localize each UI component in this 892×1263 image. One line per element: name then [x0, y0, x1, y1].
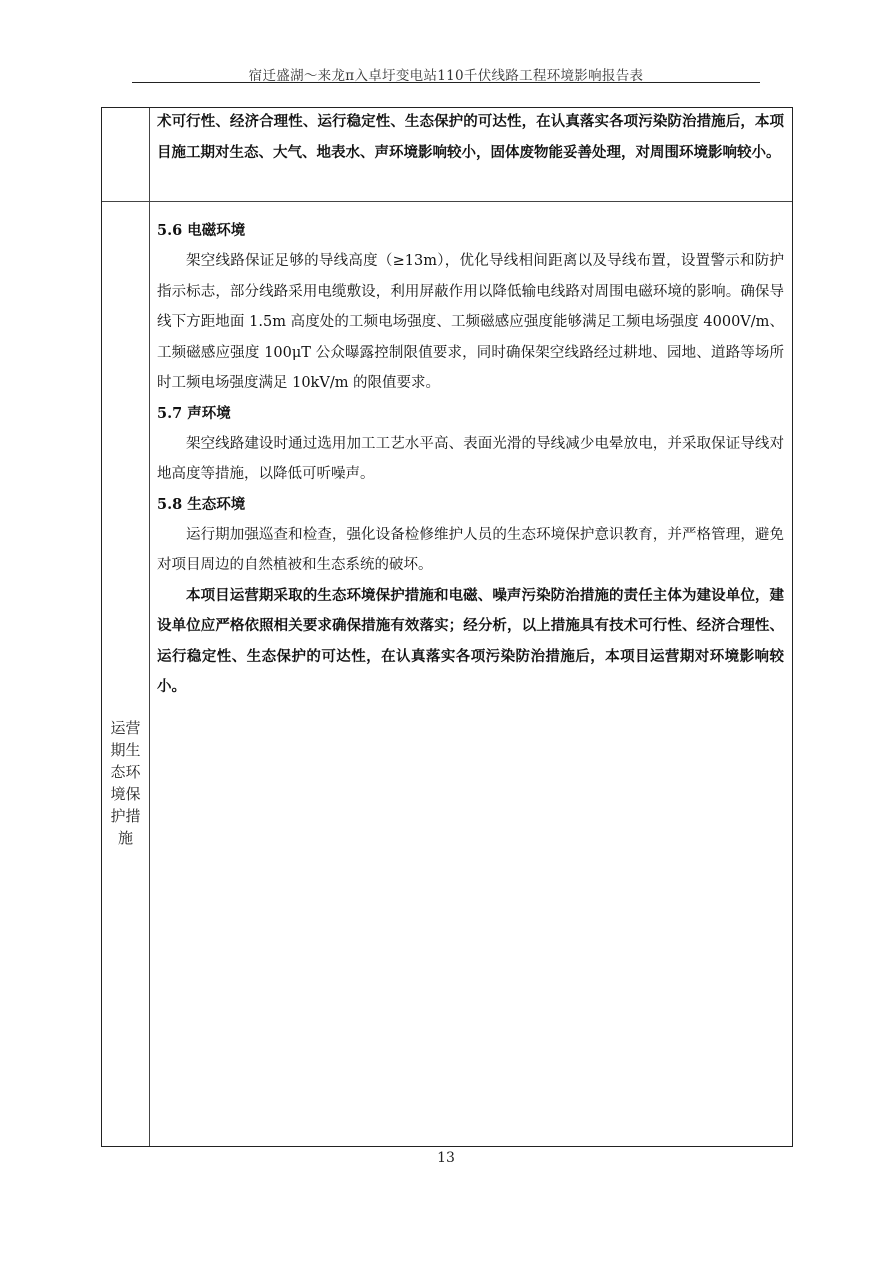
- section-title-acoustic: 5.7 声环境: [157, 404, 231, 422]
- table-row-construction-continued: [102, 108, 792, 202]
- column-divider: [149, 108, 150, 1146]
- section-body-electromagnetic: 架空线路保证足够的导线高度（≥13m），优化导线相间距离以及导线布置，设置警示和防护指示标志，部分线路采用电缆敷设，利用屏蔽作用以降低输电线路对周围电磁环境的影响。确保导线下方距地面 1.5m 高度处的工频电场强度、工频磁感应强度能够满足工频电场强度 4000V/m、工频磁感应强度 100μT 公众曝露控制限值要求，同时确保架空线路经过耕地、园地、道路等场所时工频电场强度满足 10kV/m 的限值要求。: [157, 253, 784, 391]
- section-body-ecology: 运行期加强巡查和检查，强化设备检修维护人员的生态环境保护意识教育，并严格管理，避免对项目周边的自然植被和生态系统的破坏。: [157, 526, 784, 573]
- label-line: 期生: [110, 741, 141, 759]
- operation-conclusion-text: 本项目运营期采取的生态环境保护措施和电磁、噪声污染防治措施的责任主体为建设单位，建设单位应严格依照相关要求确保措施有效落实；经分析，以上措施具有技术可行性、经济合理性、运行稳定性、生态保护的可达性，在认真落实各项污染防治措施后，本项目运营期对环境影响较小。: [157, 586, 784, 695]
- operation-measures-label: [102, 717, 149, 849]
- label-line: 施: [117, 829, 133, 847]
- section-title-ecology: 5.8 生态环境: [157, 495, 246, 513]
- construction-conclusion-cell: [157, 107, 784, 168]
- construction-conclusion-text: 术可行性、经济合理性、运行稳定性、生态保护的可达性，在认真落实各项污染防治措施后，本项目施工期对生态、大气、地表水、声环境影响较小，固体废物能妥善处理，对周围环境影响较小。: [157, 113, 784, 161]
- header-rule: [132, 82, 760, 83]
- label-line: 境保: [110, 785, 141, 803]
- measures-table: [101, 107, 793, 1147]
- page-number: 13: [437, 1150, 455, 1166]
- label-line: 运营: [110, 719, 141, 737]
- section-title-electromagnetic: 5.6 电磁环境: [157, 222, 246, 239]
- document-header-title: 宿迁盛湖～来龙π入卓圩变电站110千伏线路工程环境影响报告表: [248, 68, 644, 84]
- operation-measures-cell: [157, 216, 784, 703]
- label-line: 护措: [110, 807, 141, 825]
- section-body-acoustic: 架空线路建设时通过选用加工工艺水平高、表面光滑的导线减少电晕放电，并采取保证导线对地高度等措施，以降低可听噪声。: [157, 435, 784, 482]
- label-line: 态环: [110, 763, 141, 781]
